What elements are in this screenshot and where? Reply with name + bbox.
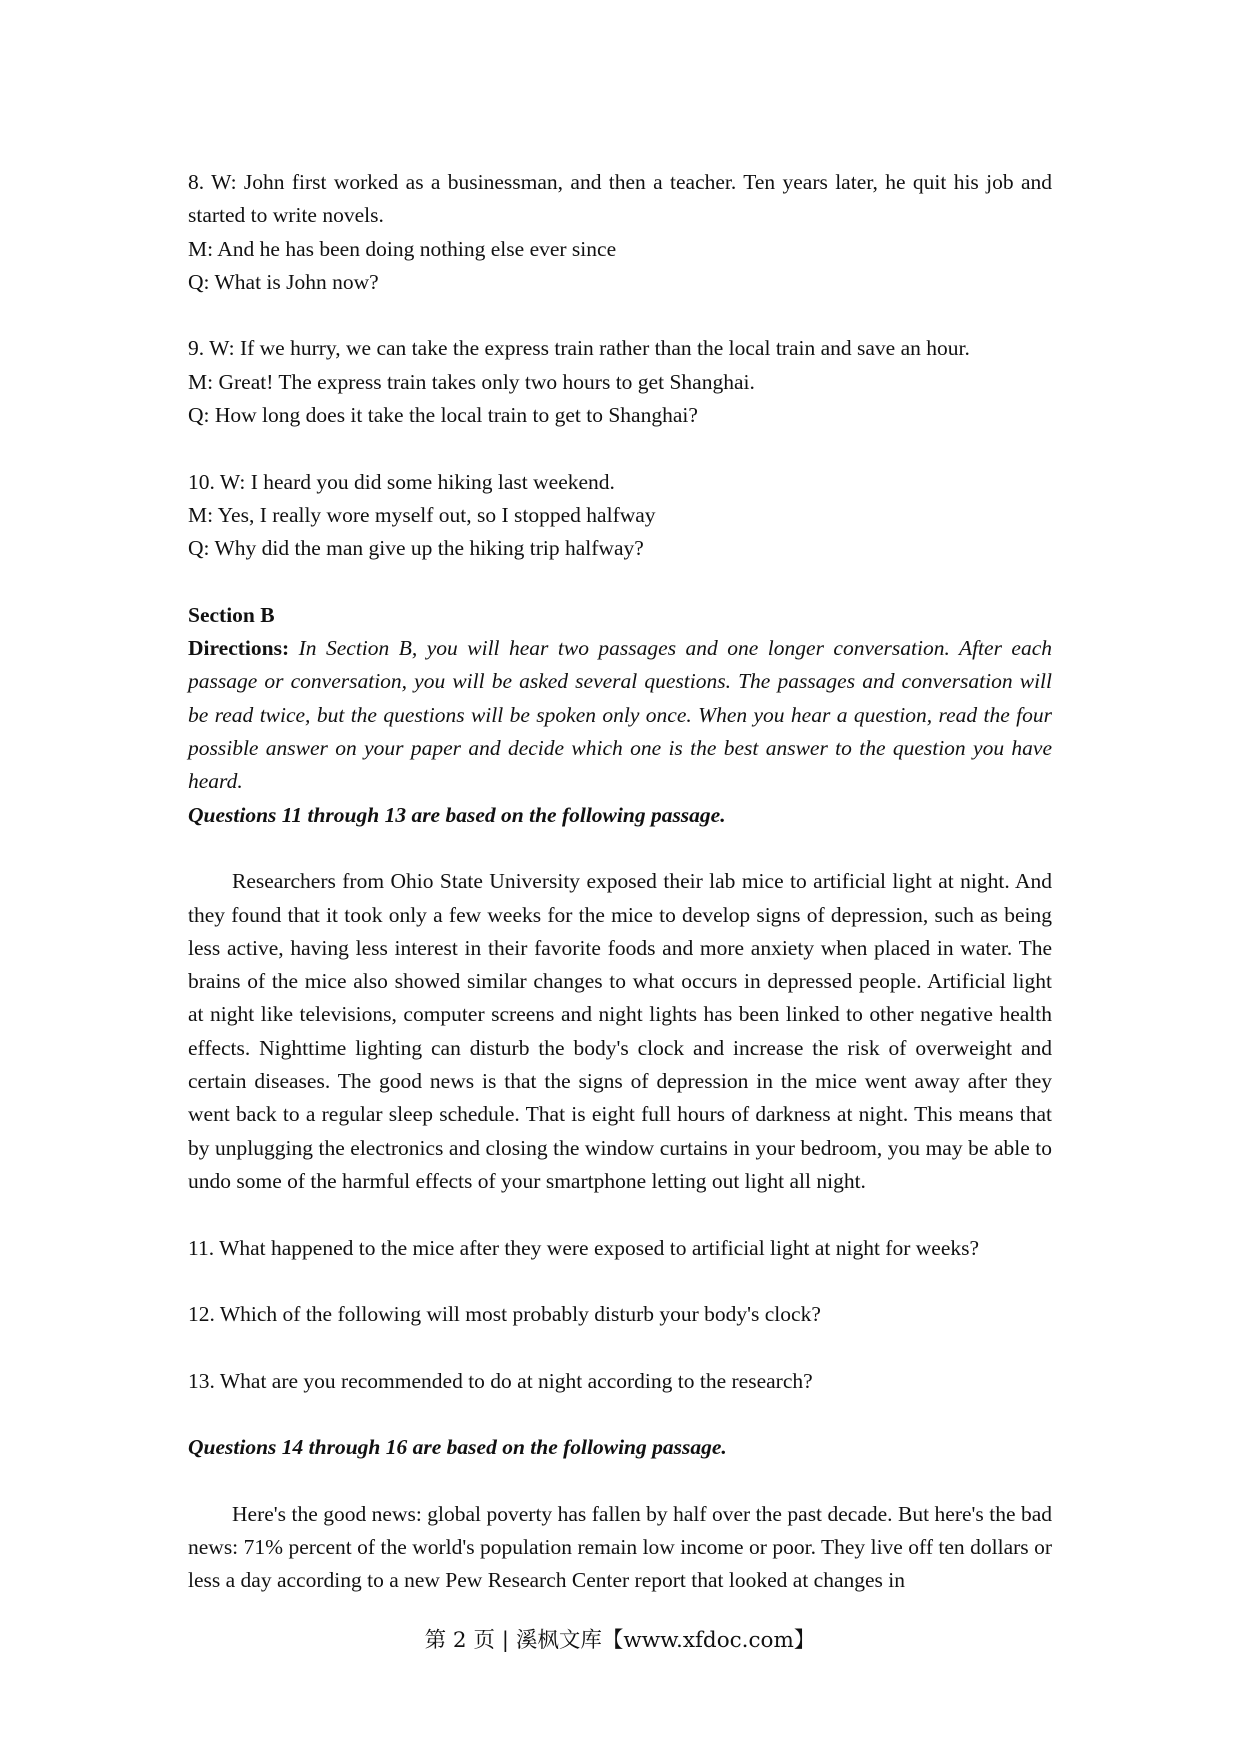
dialogue-8-man: M: And he has been doing nothing else ever since (188, 236, 617, 261)
dialogue-10-question: Q: Why did the man give up the hiking trip halfway? (188, 536, 644, 561)
passage-2-text: Here's the good news: global poverty has fallen by half over the past decade. But here's the bad news: 71% percent of the world's population remain low income or poor. They live off ten dollars or less a day according to a new Pew Research Center report that looked at changes in (188, 1501, 1052, 1593)
passage-2-intro: Questions 14 through 16 are based on the following passage. (188, 1435, 727, 1460)
question-11: 11. What happened to the mice after they were exposed to artificial light at night for weeks? (188, 1235, 980, 1260)
page-footer: 第 2 页 | 溪枫文库【www.xfdoc.com】 (424, 1628, 816, 1653)
spacer (188, 1198, 1052, 1231)
passage-1-text: Researchers from Ohio State University exposed their lab mice to artificial light at night. And they found that it took only a few weeks for the mice to develop signs of depression, such as being less active, having less interest in their favorite foods and more anxiety when placed in water. The brains of the mice also showed similar changes to what occurs in depressed people. Artificial light at night like televisions, computer screens and night lights has been linked to other negative health effects. Nighttime lighting can disturb the body's clock and increase the risk of overweight and certain diseases. The good news is that the signs of depression in the mice went away after they went back to a regular sleep schedule. That is eight full hours of darkness at night. This means that by unplugging the electronics and closing the window curtains in your bedroom, you may be able to undo some of the harmful effects of your smartphone letting out light all night. (188, 869, 1052, 1193)
directions-label: Directions: (188, 636, 290, 661)
question-12: 12. Which of the following will most probably disturb your body's clock? (188, 1302, 821, 1327)
spacer (188, 832, 1052, 865)
directions-text: In Section B, you will hear two passages and one longer conversation. After each passage or conversation, you will be asked several questions. The passages and conversation will be read twice, but the questions will be spoken only once. When you hear a question, read the four possible answer on your paper and decide which one is the best answer to the question you have heard. (188, 636, 1052, 794)
section-b-directions (188, 632, 1052, 798)
dialogue-10-man: M: Yes, I really wore myself out, so I stopped halfway (188, 502, 656, 527)
dialogue-9-question: Q: How long does it take the local train to get to Shanghai? (188, 403, 698, 428)
dialogue-9-woman: 9. W: If we hurry, we can take the express train rather than the local train and save an hour. (188, 336, 970, 361)
dialogue-9-man: M: Great! The express train takes only two hours to get Shanghai. (188, 369, 755, 394)
spacer (188, 432, 1052, 465)
spacer (188, 299, 1052, 332)
spacer (188, 1398, 1052, 1431)
dialogue-8-woman: 8. W: John first worked as a businessman, and then a teacher. Ten years later, he quit his job and started to write novels. (188, 170, 1052, 228)
spacer (188, 566, 1052, 599)
spacer (188, 1265, 1052, 1298)
spacer (188, 1465, 1052, 1498)
dialogue-8-question: Q: What is John now? (188, 269, 379, 294)
document-page (188, 166, 1052, 1598)
question-13: 13. What are you recommended to do at night according to the research? (188, 1368, 813, 1393)
dialogue-10-woman: 10. W: I heard you did some hiking last weekend. (188, 469, 615, 494)
section-b-heading: Section B (188, 602, 275, 627)
passage-1-intro: Questions 11 through 13 are based on the following passage. (188, 802, 726, 827)
spacer (188, 1331, 1052, 1364)
